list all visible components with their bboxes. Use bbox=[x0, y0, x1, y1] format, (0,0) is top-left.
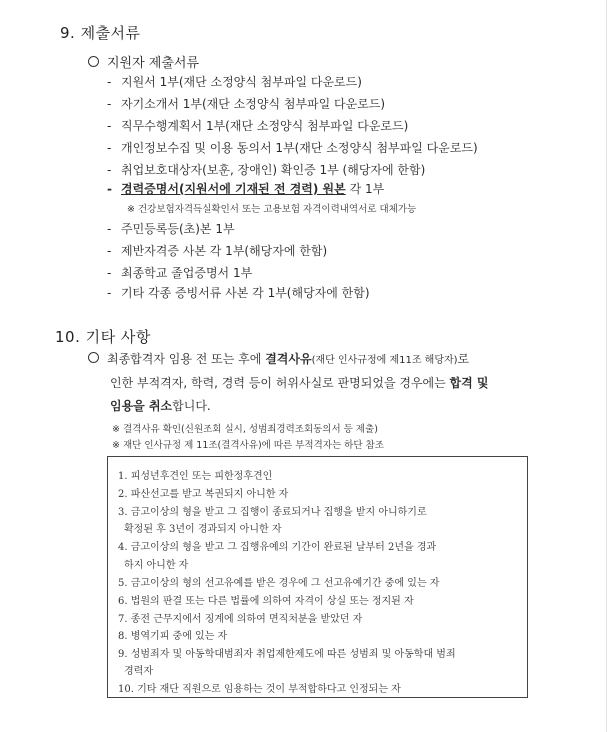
box-line: 6. 법원의 판결 또는 다른 법률에 의하여 자격이 상실 또는 정지된 자 bbox=[118, 596, 414, 607]
disqualification-box bbox=[107, 456, 528, 698]
circle-bullet-icon bbox=[88, 56, 99, 67]
list-item-text: 최종학교 졸업증명서 1부 bbox=[121, 266, 253, 280]
career-certificate-count: 각 1부 bbox=[345, 182, 385, 196]
list-item-text: 직무수행계획서 1부(재단 소정양식 첨부파일 다운로드) bbox=[121, 119, 409, 133]
section-9-subtitle: 지원자 제출서류 bbox=[107, 56, 200, 71]
list-item: - 직무수행계획서 1부(재단 소정양식 첨부파일 다운로드) bbox=[107, 119, 409, 133]
box-line: 4. 금고이상의 형을 받고 그 집행유예의 기간이 완료된 날부터 2년을 경과 bbox=[118, 542, 437, 553]
box-line: 확정된 후 3년이 경과되지 아니한 자 bbox=[124, 524, 282, 535]
box-line: 8. 병역기피 중에 있는 자 bbox=[118, 631, 228, 642]
box-line: 7. 종전 근무지에서 징계에 의하여 면직처분을 받았던 자 bbox=[118, 614, 363, 625]
list-item-text: 자기소개서 1부(재단 소정양식 첨부파일 다운로드) bbox=[121, 97, 386, 111]
list-item-career: - 경력증명서(지원서에 기재된 전 경력) 원본 각 1부 bbox=[107, 182, 385, 196]
disqualification-text: 결격사유 bbox=[265, 352, 312, 366]
section-10-paragraph-line-3: 임용을 취소합니다. bbox=[110, 399, 211, 413]
box-line: 10. 기타 재단 직원으로 임용하는 것이 부적합하다고 인정되는 자 bbox=[118, 684, 401, 695]
career-certificate-text: 경력증명서(지원서에 기재된 전 경력) 원본 bbox=[121, 182, 346, 196]
list-item-text: 개인정보수집 및 이용 동의서 1부(재단 소정양식 첨부파일 다운로드) bbox=[121, 141, 478, 155]
section-10-paragraph-line-1: 최종합격자 임용 전 또는 후에 결격사유(재단 인사규정에 제11조 해당자)로 bbox=[88, 350, 469, 367]
list-item: - 제반자격증 사본 각 1부(해당자에 한함) bbox=[107, 244, 328, 258]
section-10-title: 10. 기타 사항 bbox=[55, 328, 151, 346]
circle-bullet-icon bbox=[88, 352, 99, 363]
career-note: ※ 건강보험자격득실확인서 또는 고용보험 자격이력내역서로 대체가능 bbox=[127, 204, 417, 215]
list-item-text: 주민등록등(초)본 1부 bbox=[121, 222, 235, 236]
box-line: 3. 금고이상의 형을 받고 그 집행이 종료되거나 집행을 받지 아니하기로 bbox=[118, 507, 427, 518]
box-line: 경력자 bbox=[124, 666, 153, 677]
list-item-text: 지원서 1부(재단 소정양식 첨부파일 다운로드) bbox=[121, 75, 362, 89]
list-item: - 취업보호대상자(보훈, 장애인) 확인증 1부 (해당자에 한함) bbox=[107, 163, 426, 177]
note-regulation-reference: ※ 재단 인사규정 제 11조(결격사유)에 따른 부적격자는 하단 참조 bbox=[112, 440, 384, 451]
box-line: 하지 아니한 자 bbox=[124, 560, 189, 571]
page-edge-line bbox=[606, 0, 607, 732]
note-disqualification-check: ※ 결격사유 확인(신원조회 실시, 성범죄경력조회동의서 등 제출) bbox=[112, 424, 378, 435]
section-9-title: 9. 제출서류 bbox=[60, 24, 141, 42]
list-item: - 기타 각종 증빙서류 사본 각 1부(해당자에 한함) bbox=[107, 286, 370, 300]
list-item-text: 취업보호대상자(보훈, 장애인) 확인증 1부 (해당자에 한함) bbox=[121, 163, 426, 177]
cancel-appointment-text: 임용을 취소 bbox=[110, 399, 173, 413]
list-item-text: 기타 각종 증빙서류 사본 각 1부(해당자에 한함) bbox=[121, 286, 370, 300]
box-line: 9. 성범죄자 및 아동학대범죄자 취업제한제도에 따른 성범죄 및 아동학대 범죄 bbox=[118, 649, 456, 660]
box-line: 1. 피성년후견인 또는 피한정후견인 bbox=[118, 471, 273, 482]
list-item: - 주민등록등(초)본 1부 bbox=[107, 222, 235, 236]
list-item: - 개인정보수집 및 이용 동의서 1부(재단 소정양식 첨부파일 다운로드) bbox=[107, 141, 478, 155]
section-10-paragraph-line-2: 인한 부적격자, 학력, 경력 등이 허위사실로 판명되었을 경우에는 합격 및 bbox=[110, 376, 489, 390]
list-item: - 최종학교 졸업증명서 1부 bbox=[107, 266, 253, 280]
list-item-text: 제반자격증 사본 각 1부(해당자에 한함) bbox=[121, 244, 328, 258]
section-9-subtitle-row bbox=[88, 52, 199, 71]
box-line: 5. 금고이상의 형의 선고유예를 받은 경우에 그 선고유예기간 중에 있는 자 bbox=[118, 578, 440, 589]
list-item: - 지원서 1부(재단 소정양식 첨부파일 다운로드) bbox=[107, 75, 362, 89]
box-line: 2. 파산선고를 받고 복권되지 아니한 자 bbox=[118, 489, 289, 500]
list-item: - 자기소개서 1부(재단 소정양식 첨부파일 다운로드) bbox=[107, 97, 386, 111]
